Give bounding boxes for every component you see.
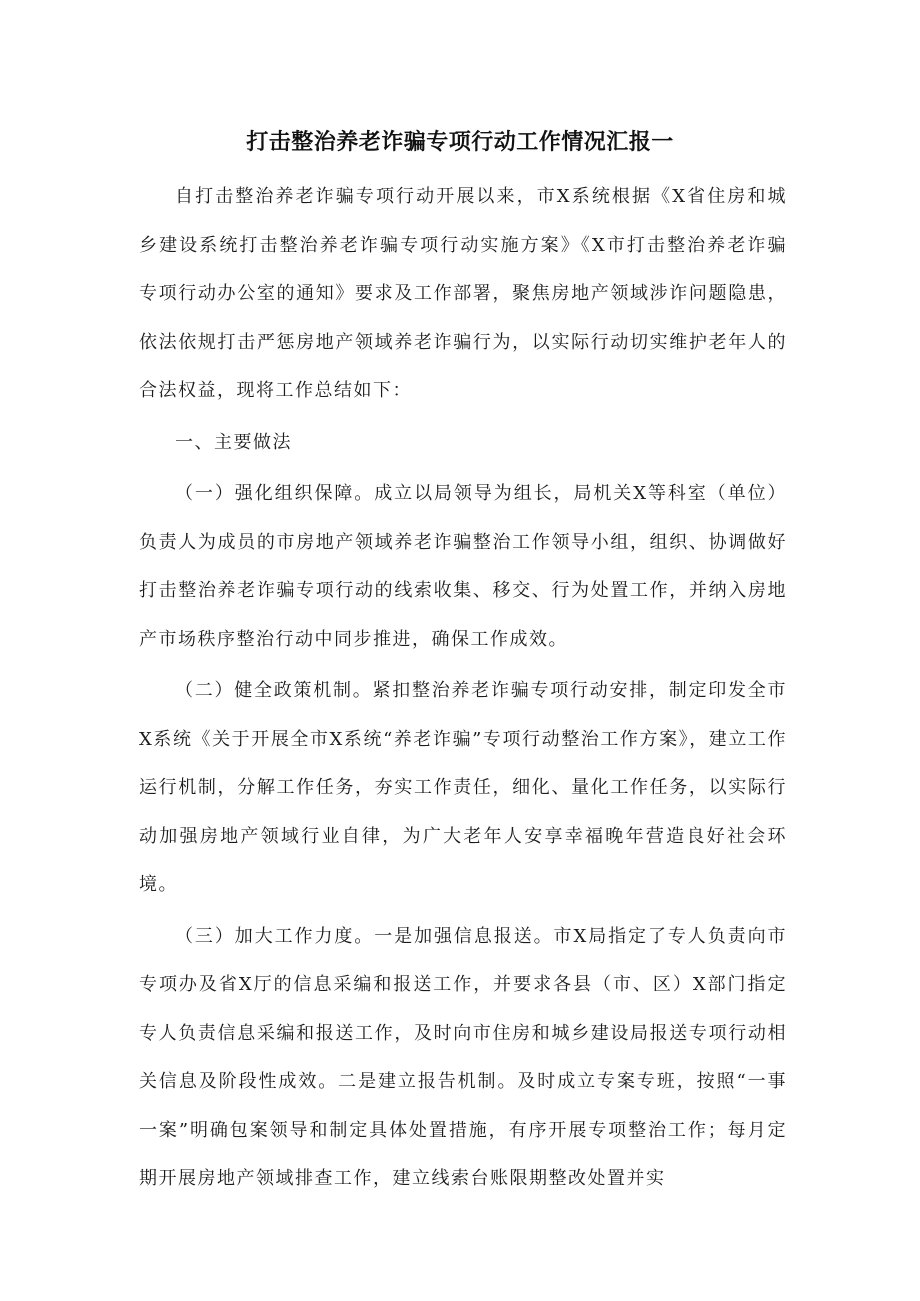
paragraph-organization: （一）强化组织保障。成立以局领导为组长，局机关X等科室（单位）负责人为成员的市房地产领域养老诈骗整治工作领导小组，组织、协调做好打击整治养老诈骗专项行动的线索收集、移交、行为处置工作，并纳入房地产市场秩序整治行动中同步推进，确保工作成效。 <box>139 483 787 650</box>
document-title: 打击整治养老诈骗专项行动工作情况汇报一 <box>246 130 674 155</box>
section-heading-main-practices: 一、主要做法 <box>175 431 292 453</box>
document-body <box>139 173 787 1204</box>
intro-paragraph: 自打击整治养老诈骗专项行动开展以来，市X系统根据《X省住房和城乡建设系统打击整治养老诈骗专项行动实施方案》《X市打击整治养老诈骗专项行动办公室的通知》要求及工作部署，聚焦房地产领域涉诈问题隐患，依法依规打击严惩房地产领域养老诈骗行为，以实际行动切实维护老年人的合法权益，现将工作总结如下： <box>139 186 787 401</box>
paragraph-policy: （二）健全政策机制。紧扣整治养老诈骗专项行动安排，制定印发全市X系统《关于开展全市X系统“养老诈骗”专项行动整治工作方案》，建立工作运行机制，分解工作任务，夯实工作责任，细化、量化工作任务，以实际行动加强房地产领域行业自律，为广大老年人安享幸福晚年营造良好社会环境。 <box>139 680 787 895</box>
paragraph-effort: （三）加大工作力度。一是加强信息报送。市X局指定了专人负责向市专项办及省X厅的信息采编和报送工作，并要求各县（市、区）X部门指定专人负责信息采编和报送工作，及时向市住房和城乡建设局报送专项行动相关信息及阶段性成效。二是建立报告机制。及时成立专案专班，按照“一事一案”明确包案领导和制定具体处置措施，有序开展专项整治工作；每月定期开展房地产领域排查工作，建立线索台账限期整改处置并实 <box>139 925 787 1189</box>
